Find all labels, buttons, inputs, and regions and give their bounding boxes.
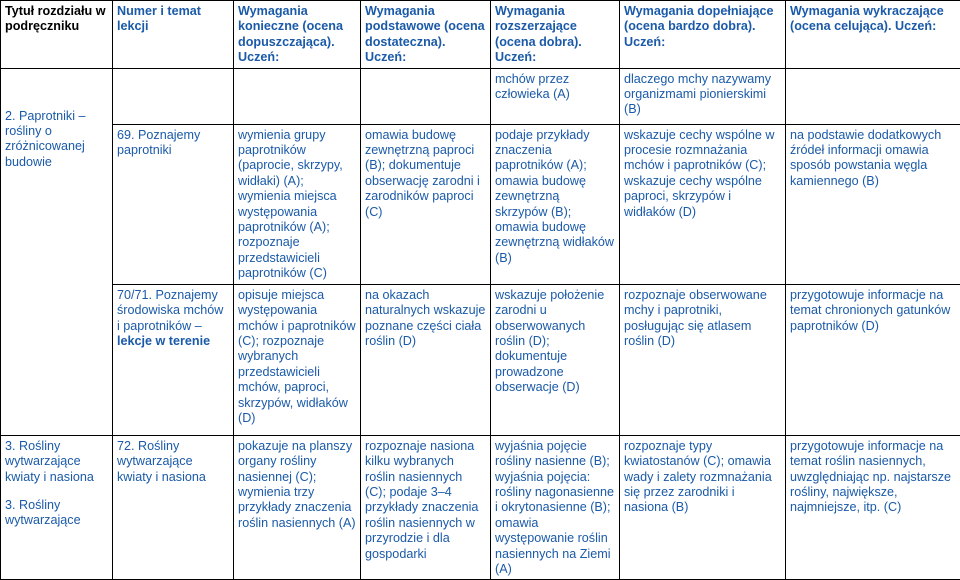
konieczne-cell-72: pokazuje na planszy organy rośliny nasiennej (C); wymienia trzy przykłady znaczenia roślin nasiennych (A) [234, 435, 361, 580]
header-podstawowe: Wymagania podstawowe (ocena dostateczna). Uczeń: [361, 1, 491, 69]
header-konieczne: Wymagania konieczne (ocena dopuszczająca). Uczeń: [234, 1, 361, 69]
wykraczajace-cell-empty [786, 68, 960, 124]
podstawowe-cell-empty [361, 68, 491, 124]
rozszerzajace-cell-70-71: wskazuje położenie zarodni u obserwowanych roślin (D); dokumentuje prowadzone obserwacje (D) [491, 284, 620, 435]
wykraczajace-cell-72: przygotowuje informacje na temat roślin nasiennych, uwzględniając np. najstarsze rośliny, największe, najmniejsze, itp. (C) [786, 435, 960, 580]
table-row [1, 284, 960, 435]
header-row [1, 1, 960, 69]
chapter-cell-paprotniki: 2. Paprotniki – rośliny o zróżnicowanej budowie [1, 68, 113, 435]
podstawowe-cell-69: omawia budowę zewnętrzną paproci (B); dokumentuje obserwację zarodni i zarodników paproci (C) [361, 124, 491, 284]
dopelniajace-cell-69: wskazuje cechy wspólne w procesie rozmnażania mchów i paprotników (C); wskazuje cechy wspólne paproci, skrzypów i widłaków (D) [620, 124, 786, 284]
header-lesson: Numer i temat lekcji [113, 1, 234, 69]
lesson-cell-empty [113, 68, 234, 124]
table-row [1, 124, 960, 284]
header-rozszerzajace: Wymagania rozszerzające (ocena dobra). Uczeń: [491, 1, 620, 69]
podstawowe-cell-70-71: na okazach naturalnych wskazuje poznane części ciała roślin (D) [361, 284, 491, 435]
header-wykraczajace: Wymagania wykraczające (ocena celująca). Uczeń: [786, 1, 960, 69]
lesson-cell-70-71 [113, 284, 234, 435]
chapter-cell-nasiona [1, 435, 113, 580]
dopelniajace-cell-70-71: rozpoznaje obserwowane mchy i paprotniki, posługując się atlasem roślin (D) [620, 284, 786, 435]
podstawowe-cell-72: rozpoznaje nasiona kilku wybranych roślin nasiennych (C); podaje 3–4 przykłady znaczenia roślin nasiennych w przyrodzie i dla gospodarki [361, 435, 491, 580]
header-dopelniajace: Wymagania dopełniające (ocena bardzo dobra). Uczeń: [620, 1, 786, 69]
konieczne-cell-69: wymienia grupy paprotników (paprocie, skrzypy, widłaki) (A); wymienia miejsca występowania paprotników (A); rozpoznaje przedstawicieli paprotników (C) [234, 124, 361, 284]
konieczne-cell-70-71: opisuje miejsca występowania mchów i paprotników (C); rozpoznaje wybranych przedstawicieli mchów, paproci, skrzypów, widłaków (D) [234, 284, 361, 435]
wykraczajace-cell-69: na podstawie dodatkowych źródeł informacji omawia sposób powstania węgla kamiennego (B) [786, 124, 960, 284]
rozszerzajace-cell-72: wyjaśnia pojęcie rośliny nasienne (B); wyjaśnia pojęcia: rośliny nagonasienne i okrytonasienne (B); omawia występowanie roślin nasiennych na Ziemi (A) [491, 435, 620, 580]
lesson-70-71-field-note: lekcje w terenie [117, 334, 210, 348]
lesson-70-71-title: 70/71. Poznajemy środowiska mchów i paprotników – [117, 288, 223, 333]
wykraczajace-cell-70-71: przygotowuje informacje na temat chronionych gatunków paprotników (D) [786, 284, 960, 435]
dopelniajace-cell-top: dlaczego mchy nazywamy organizmami pionierskimi (B) [620, 68, 786, 124]
header-chapter: Tytuł rozdziału w podręczniku [1, 1, 113, 69]
lesson-cell-72: 72. Rośliny wytwarzające kwiaty i nasiona [113, 435, 234, 580]
rozszerzajace-cell-top: mchów przez człowieka (A) [491, 68, 620, 124]
rozszerzajace-cell-69: podaje przykłady znaczenia paprotników (A); omawia budowę zewnętrzną skrzypów (B); omawia budowę zewnętrzną widłaków (B) [491, 124, 620, 284]
konieczne-cell-empty [234, 68, 361, 124]
table-row [1, 435, 960, 580]
dopelniajace-cell-72: rozpoznaje typy kwiatostanów (C); omawia wady i zalety rozmnażania się przez zarodniki i nasiona (B) [620, 435, 786, 580]
chapter-nasiona-repeat: 3. Rośliny wytwarzające [5, 498, 108, 529]
lesson-cell-69: 69. Poznajemy paprotniki [113, 124, 234, 284]
table-row [1, 68, 960, 124]
chapter-nasiona-title: 3. Rośliny wytwarzające kwiaty i nasiona [5, 439, 108, 485]
